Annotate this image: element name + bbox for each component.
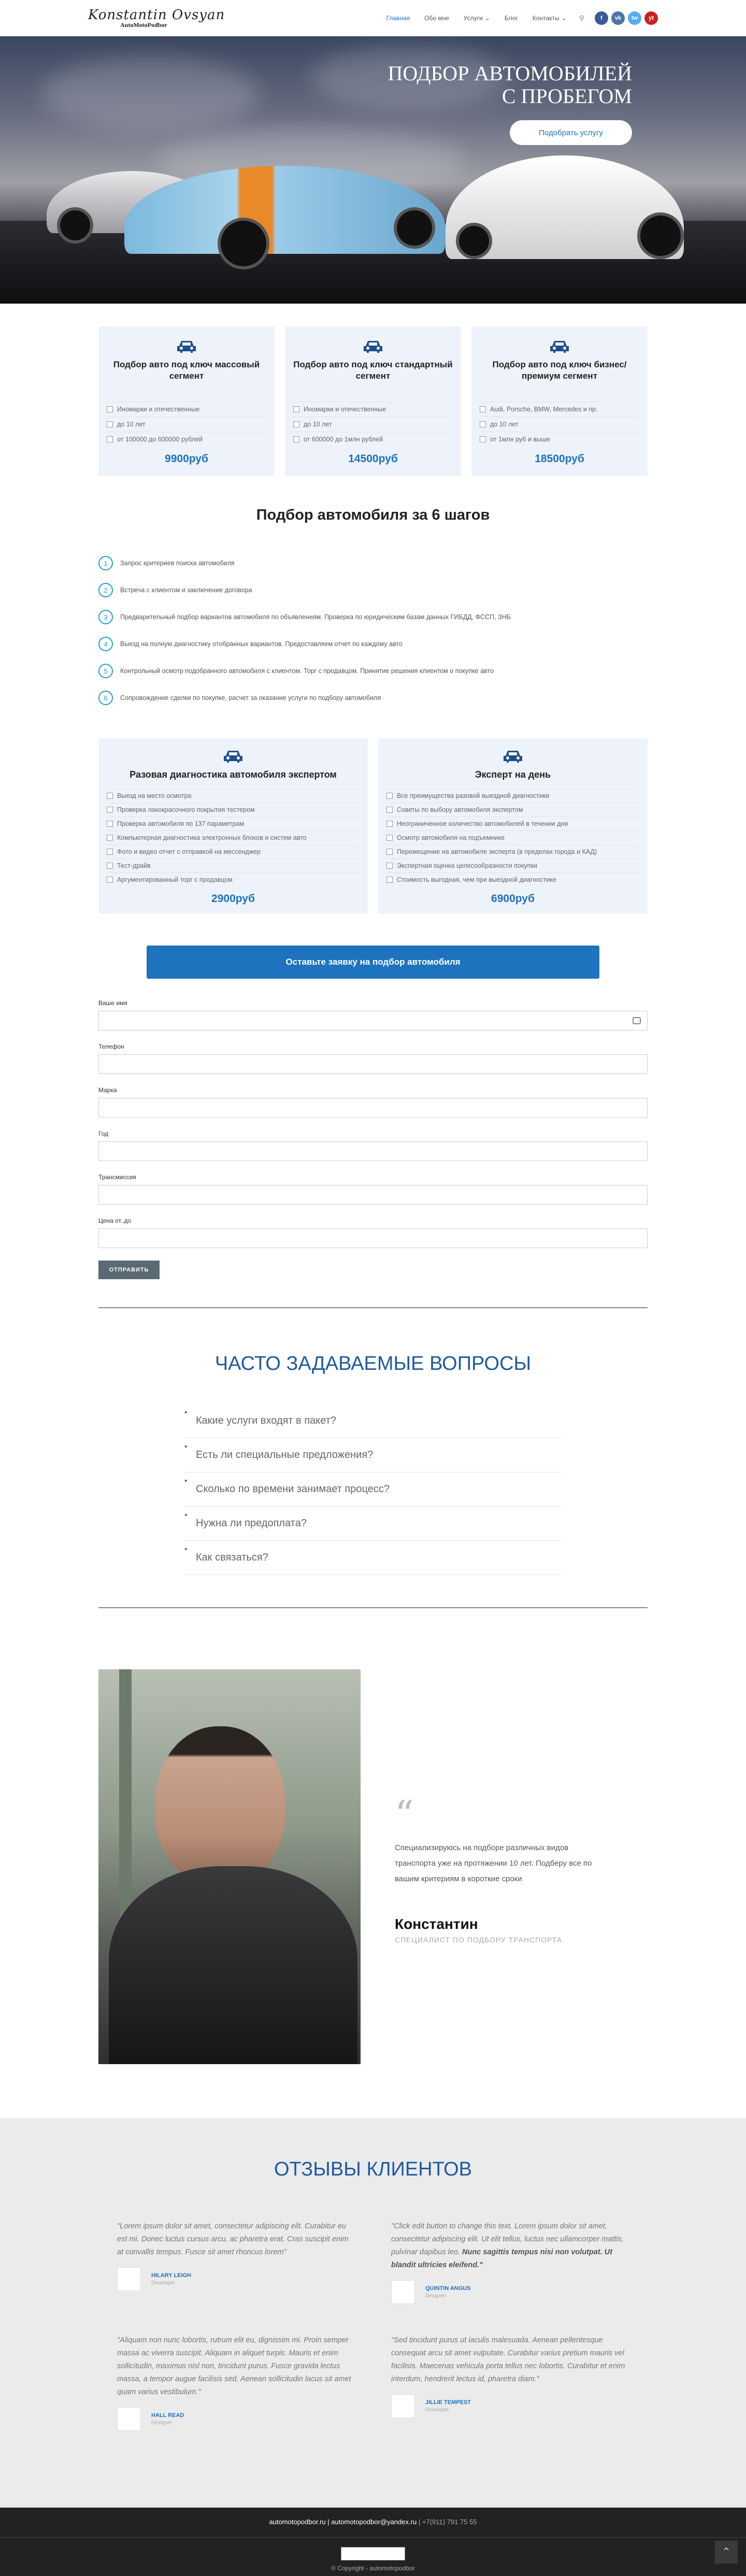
faq-title: ЧАСТО ЗАДАВАЕМЫЕ ВОПРОСЫ: [214, 1353, 532, 1375]
step-number: 3: [98, 610, 113, 624]
logo[interactable]: [88, 8, 225, 28]
diag-price: 6900руб: [491, 893, 535, 905]
hero-banner: [0, 36, 746, 304]
faq-item[interactable]: • Нужна ли предоплата?: [184, 1507, 562, 1541]
plan-title: Подбор авто под ключ стандартный сегмент: [293, 360, 453, 381]
contact-card-icon: [633, 1017, 641, 1024]
avatar: [391, 2280, 415, 2304]
nav-contacts-label: Контакты: [532, 15, 560, 22]
plan-title: Подбор авто под ключ бизнес/премиум сегмент: [492, 360, 627, 381]
author-role: Developer: [425, 2407, 449, 2413]
price-range-label: Цена от..до: [98, 1217, 132, 1224]
feature-text: Экспертная оценка целесообразности покупки: [397, 862, 537, 869]
author-name: HILARY LEIGH: [151, 2272, 192, 2279]
nav-services[interactable]: [456, 15, 497, 22]
diag-feature: [386, 858, 639, 872]
wheel: [57, 207, 93, 244]
plan-feature: [293, 432, 453, 447]
review: [391, 2334, 629, 2431]
review-author: [391, 2280, 629, 2304]
checkbox-icon: [386, 877, 393, 883]
faq-item[interactable]: • Как связаться?: [184, 1541, 562, 1575]
diag-feature: [107, 858, 360, 872]
faq-item[interactable]: • Сколько по времени занимает процесс?: [184, 1472, 562, 1507]
author-name: JILLIE TEMPEST: [425, 2399, 471, 2406]
footer-contacts: [0, 2518, 746, 2526]
name-field[interactable]: [98, 1011, 648, 1031]
feature-text: от 1млн руб и выше: [490, 436, 550, 443]
checkbox-icon: [107, 793, 113, 799]
footer-phone: | +7(911) 791 75 55: [418, 2518, 477, 2526]
steps-title: Подбор автомобиля за 6 шагов: [256, 507, 490, 523]
feature-text: от 600000 до 1млн рублей: [304, 436, 383, 443]
twitter-icon[interactable]: tw: [628, 11, 641, 25]
review-bold: Nunc sagittis tempus nisi non volutpat. Ut blandit ultricies eleifend.": [391, 2248, 613, 2269]
diag-feature: [107, 872, 360, 886]
step-number: 5: [98, 664, 113, 678]
plan-features: [107, 402, 266, 447]
nav-contacts[interactable]: [525, 15, 574, 22]
review-body: "Click edit button to change this text. Lorem ipsum dolor sit amet, consectetur adipiscing elit. Ut elit tellus, luctus nec ullamcorper mattis, pulvinar dapibus leo.: [391, 2222, 624, 2256]
name-label: Ваше имя: [98, 999, 127, 1007]
form-group: [98, 1173, 648, 1205]
avatar: [391, 2394, 415, 2418]
review-text: [117, 2220, 355, 2259]
divider: [98, 1607, 648, 1608]
checkbox-icon: [293, 421, 299, 427]
checkbox-icon: [386, 793, 393, 799]
diag-features: [107, 789, 360, 886]
feature-text: до 10 лет: [117, 421, 146, 428]
step-item: [98, 657, 648, 684]
copyright: © Copyright - automotopodbor: [331, 2565, 415, 2572]
checkbox-icon: [107, 436, 113, 442]
plan-feature: [480, 417, 639, 432]
nav-home[interactable]: Главная: [386, 15, 410, 22]
brand-label: Марка: [98, 1086, 117, 1094]
profile-name: Константин: [395, 1916, 478, 1932]
nav-blog[interactable]: Блог: [504, 15, 518, 22]
steps-list: [0, 550, 746, 711]
feature-text: Все преимущества разовой выездной диагностики: [397, 792, 550, 799]
plan-feature: [480, 432, 639, 447]
diag-price: 2900руб: [211, 893, 255, 905]
review-text: [391, 2220, 629, 2272]
wheel: [218, 218, 269, 269]
plan-feature: [293, 417, 453, 432]
quote-icon: “: [395, 1793, 414, 1836]
checkbox-icon: [293, 406, 299, 412]
checkbox-icon: [386, 863, 393, 869]
step-number: 4: [98, 637, 113, 651]
review-body: "Lorem ipsum dolor sit amet, consectetur adipiscing elit. Curabitur eu est mi. Donec luctus cursus arcu, ac pharetra erat. Cras suscipit enim at convallis tempus. Fusce sit amet rhoncus lorem": [117, 2222, 349, 2256]
diag-title: Эксперт на день: [475, 769, 551, 780]
social-links: [595, 11, 658, 25]
feature-text: от 100000 до 600000 рублей: [117, 436, 203, 443]
specialist-profile: [0, 1669, 746, 2064]
author-name: HALL READ: [151, 2412, 184, 2418]
author-role: Designer: [425, 2293, 447, 2299]
checkbox-icon: [386, 835, 393, 841]
feature-text: до 10 лет: [304, 421, 332, 428]
request-selection-button[interactable]: Оставьте заявку на подбор автомобиля: [147, 946, 599, 979]
wheel: [637, 212, 684, 259]
checkbox-icon: [386, 807, 393, 813]
profile-role: СПЕЦИАЛИСТ ПО ПОДБОРУ ТРАНСПОРТА: [395, 1936, 563, 1944]
diag-feature: [107, 789, 360, 803]
step-text: Предварительный подбор вариантов автомобиля по объявлениям. Проверка по юридическим базам данных ГИБДД, ФССП, ЗНБ: [120, 613, 511, 621]
step-item: [98, 684, 648, 711]
checkbox-icon: [386, 849, 393, 855]
feature-text: Иномарки и отечественные: [304, 406, 386, 413]
transmission-field[interactable]: [98, 1185, 648, 1205]
pricing-card: [98, 326, 275, 476]
feature-text: до 10 лет: [490, 421, 519, 428]
author-role: Developer: [151, 2280, 175, 2286]
reviews-grid: [0, 2220, 746, 2431]
footer-divider: [0, 2537, 746, 2538]
chevron-down-icon: ⌄: [561, 15, 567, 22]
feature-text: Фото и видео отчет с отправкой на мессенджер: [117, 848, 261, 855]
step-item: [98, 604, 648, 631]
facebook-icon[interactable]: f: [595, 11, 608, 25]
feature-text: Осмотр автомобиля на подъемнике: [397, 834, 505, 841]
phone-label: Телефон: [98, 1043, 124, 1050]
faq-item[interactable]: • Какие услуги входят в пакет?: [184, 1404, 562, 1438]
hero-title-line1: ПОДБОР АВТОМОБИЛЕЙ: [388, 62, 632, 85]
diagnostic-card: [98, 738, 368, 913]
step-number: 2: [98, 583, 113, 597]
diagnostic-cards: [0, 711, 746, 913]
plan-price: 14500руб: [348, 453, 398, 465]
jacket: [109, 1866, 357, 2064]
review-body: "Sed tincidunt purus ut iaculis malesuada. Aenean pellentesque consequat arcu sit amet vulputate. Curabitur varius pretium mauris vel facilisis. Maecenas vehicula porta tellus nec lobortis. Curabitur et enim interdum, hendrerit lectus id, pharetra diam.": [391, 2336, 625, 2383]
logo-subtitle: AutoMotoPodbor: [120, 21, 167, 28]
diag-feature: [386, 831, 639, 845]
nav-services-label: Услуги: [463, 15, 483, 22]
review: [391, 2220, 629, 2304]
main-nav: [379, 14, 590, 23]
vk-icon[interactable]: vk: [611, 11, 625, 25]
review-author: [117, 2267, 355, 2291]
feature-text: Неограниченное количество автомобилей в течении дня: [397, 820, 568, 827]
faq-item[interactable]: • Есть ли специальные предложения?: [184, 1438, 562, 1472]
diag-features: [386, 789, 639, 886]
phone-field[interactable]: [98, 1054, 648, 1074]
reviews-title: ОТЗЫВЫ КЛИЕНТОВ: [274, 2158, 472, 2180]
feature-text: Перемещение на автомобиле эксперта (в пределах города и КАД): [397, 848, 597, 855]
price-range-field[interactable]: [98, 1228, 648, 1248]
diag-feature: [107, 803, 360, 817]
feature-text: Проверка лакокрасочного покрытия тестером: [117, 806, 255, 813]
car-icon: [363, 339, 383, 353]
checkbox-icon: [107, 421, 113, 427]
profile-quote: Специализируюсь на подборе различных видов транспорта уже на протяжении 10 лет. Подберу все по вашим критериям в короткие сроки: [395, 1843, 592, 1883]
plan-features: [293, 402, 453, 447]
checkbox-icon: [480, 421, 486, 427]
car-icon: [176, 339, 197, 353]
step-text: Запрос критериев поиска автомобиля: [120, 560, 235, 567]
hero-title-line2: С ПРОБЕГОМ: [501, 84, 632, 108]
checkbox-icon: [386, 821, 393, 827]
reviews-section: [0, 2118, 746, 2508]
year-field[interactable]: [98, 1141, 648, 1161]
diag-feature: [107, 845, 360, 858]
pricing-cards: [0, 304, 746, 476]
chevron-down-icon: ⌄: [484, 15, 490, 22]
plan-feature: [107, 417, 266, 432]
counter-badge[interactable]: [341, 2547, 405, 2560]
faq-list: [184, 1404, 562, 1575]
step-item: [98, 631, 648, 657]
plan-price: 18500руб: [535, 453, 584, 465]
transmission-label: Трансмиссия: [98, 1173, 136, 1181]
form-group: [98, 1043, 648, 1074]
plan-price: 9900руб: [165, 453, 208, 465]
form-group: [98, 1130, 648, 1161]
plan-feature: [480, 402, 639, 417]
step-number: 1: [98, 556, 113, 570]
plan-features: [480, 402, 639, 447]
review-author: [391, 2394, 629, 2418]
form-group: [98, 999, 648, 1031]
plan-feature: [107, 402, 266, 417]
diagnostic-card: [378, 738, 648, 913]
checkbox-icon: [107, 835, 113, 841]
diag-feature: [386, 803, 639, 817]
checkbox-icon: [107, 821, 113, 827]
diag-feature: [107, 817, 360, 831]
review-body: "Aliquam non nunc lobortis, rutrum elit eu, dignissim mi. Proin semper massa ac viverra suscipit. Aliquam in aliquet turpis. Mauris et enim sollicitudin, maximus nisl non, tincidunt purus. Fusce gravida lectus massa, a tempor augue facilisis sed. Aenean sollicitudin lacus sit amet quam varius vestibulum.": [117, 2336, 351, 2396]
checkbox-icon: [107, 863, 113, 869]
checkbox-icon: [107, 406, 113, 412]
step-text: Контрольный осмотр подобранного автомобиля с клиентом. Торг с продавцом. Принятие решения клиентом о покупке авто: [120, 667, 494, 675]
footer-links[interactable]: automotopodbor.ru | automotopodbor@yandex.ru: [269, 2518, 417, 2526]
feature-text: Проверка автомобиля по 137 параметрам: [117, 820, 245, 827]
review-author: [117, 2407, 355, 2431]
author-name: QUINTIN ANGUS: [425, 2285, 471, 2292]
wheel: [394, 207, 435, 249]
scroll-top-icon[interactable]: ⌃: [715, 2541, 738, 2564]
brand-field[interactable]: [98, 1098, 648, 1118]
author-role: Designer: [151, 2420, 173, 2426]
nav-about[interactable]: Обо мне: [424, 15, 449, 22]
diag-feature: [107, 831, 360, 845]
step-number: 6: [98, 691, 113, 705]
site-footer: [0, 2508, 746, 2576]
avatar: [117, 2267, 141, 2291]
year-label: Год: [98, 1130, 109, 1137]
form-group: [98, 1217, 648, 1248]
submit-button[interactable]: ОТПРАВИТЬ: [98, 1261, 160, 1279]
car-icon: [223, 749, 243, 763]
step-text: Выезд на полную диагностику отобранных вариантов. Предоставляем отчет по каждому авто: [120, 640, 403, 648]
step-item: [98, 577, 648, 604]
review-text: [117, 2334, 355, 2399]
avatar: [117, 2407, 141, 2431]
feature-text: Советы по выбору автомобиля экспертом: [397, 806, 523, 813]
car-icon: [503, 749, 523, 763]
feature-text: Тест-драйв: [117, 862, 151, 869]
step-text: Встреча с клиентом и заключение договора: [120, 586, 252, 594]
feature-text: Аргументированный торг с продавцом: [117, 876, 233, 883]
face: [155, 1726, 285, 1882]
divider: [98, 1307, 648, 1308]
step-item: [98, 550, 648, 577]
hero-title: [388, 62, 632, 108]
diag-feature: [386, 845, 639, 858]
plan-feature: [107, 432, 266, 447]
checkbox-icon: [107, 877, 113, 883]
checkbox-icon: [293, 436, 299, 442]
feature-text: Компьютерная диагностика электронных блоков и систем авто: [117, 834, 307, 841]
specialist-photo: [98, 1669, 361, 2064]
profile-text: [361, 1669, 648, 2064]
form-group: [98, 1086, 648, 1118]
wheel: [456, 223, 492, 259]
step-text: Сопровождение сделки по покупке, расчет за оказание услуги по подбору автомобиля: [120, 694, 381, 702]
review: [117, 2220, 355, 2304]
diag-feature: [386, 872, 639, 886]
checkbox-icon: [107, 807, 113, 813]
review-text: [391, 2334, 629, 2386]
review: [117, 2334, 355, 2431]
car-icon: [549, 339, 570, 353]
feature-text: Стоимость выгодная, чем при выездной диагностике: [397, 876, 556, 883]
pricing-card: [285, 326, 461, 476]
cloud: [41, 57, 259, 130]
plan-title: Подбор авто под ключ массовый сегмент: [113, 360, 260, 381]
request-form: [0, 979, 746, 1279]
logo-script: Konstantin Ovsyan: [88, 7, 225, 23]
feature-text: Выезд на место осмотра: [117, 792, 192, 799]
checkbox-icon: [480, 406, 486, 412]
diag-title: Разовая диагностика автомобиля экспертом: [130, 769, 337, 780]
site-header: [0, 0, 746, 36]
search-icon[interactable]: ⚲: [579, 13, 584, 22]
choose-service-button[interactable]: Подобрать услугу: [510, 120, 632, 145]
checkbox-icon: [107, 849, 113, 855]
feature-text: Audi, Porsche, BMW, Mercedes и пр.: [490, 406, 598, 413]
feature-text: Иномарки и отечественные: [117, 406, 200, 413]
diag-feature: [386, 789, 639, 803]
diag-feature: [386, 817, 639, 831]
youtube-icon[interactable]: yt: [644, 11, 658, 25]
pricing-card: [471, 326, 648, 476]
plan-feature: [293, 402, 453, 417]
checkbox-icon: [480, 436, 486, 442]
